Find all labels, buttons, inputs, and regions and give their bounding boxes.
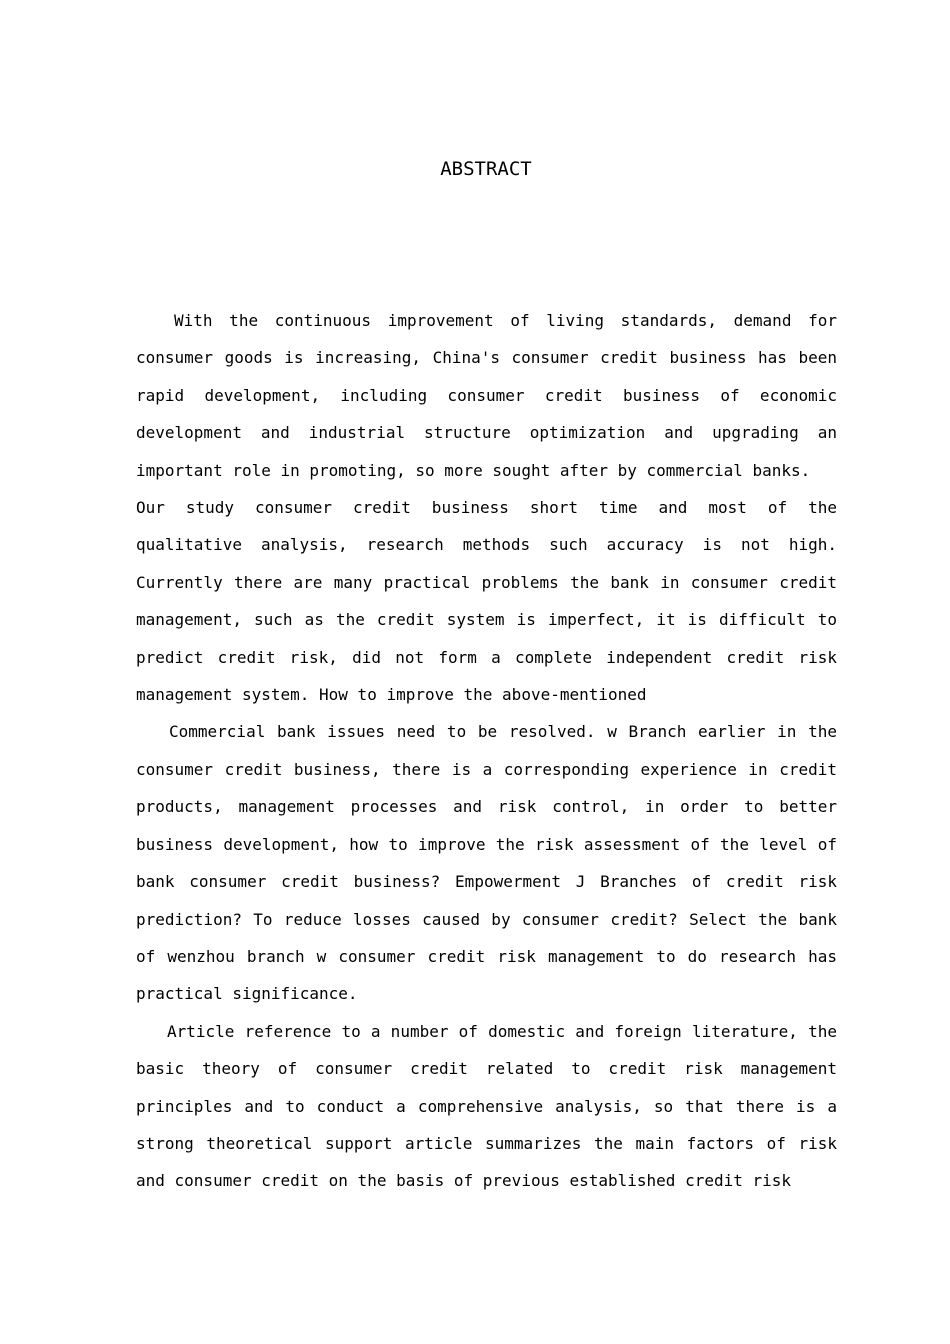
abstract-paragraph-2: Our study consumer credit business short time and most of the qualitative analysis, research methods such accuracy is not high. Currently there are many practical problems the bank in consumer credit management, such as the credit system is imperfect, it is difficult to predict credit risk, did not form a complete independent credit risk management system. How to improve the above-mentioned — [136, 498, 837, 705]
abstract-paragraph-4: Article reference to a number of domestic and foreign literature, the basic theory of consumer credit related to credit risk management principles and to conduct a comprehensive analysis, so that there is a strong theoretical support article summarizes the main factors of risk and consumer credit on the basis of previous established credit risk — [136, 1021, 837, 1191]
abstract-paragraph-1: With the continuous improvement of living standards, demand for consumer goods is increasing, China's consumer credit business has been rapid development, including consumer credit business of economic development and industrial structure optimization and upgrading an important role in promoting, so more sought after by commercial banks. — [136, 311, 837, 480]
abstract-paragraph-3: Commercial bank issues need to be resolved. w Branch earlier in the consumer credit business, there is a corresponding experience in credit products, management processes and risk control, in order to better business development, how to improve the risk assessment of the level of bank consumer credit business? Empowerment J Branches of credit risk prediction? To reduce losses caused by consumer credit? Select the bank of wenzhou branch w consumer credit risk management to do research has practical significance. — [136, 722, 837, 1004]
abstract-body — [136, 302, 837, 1200]
abstract-title: ABSTRACT — [440, 158, 532, 180]
